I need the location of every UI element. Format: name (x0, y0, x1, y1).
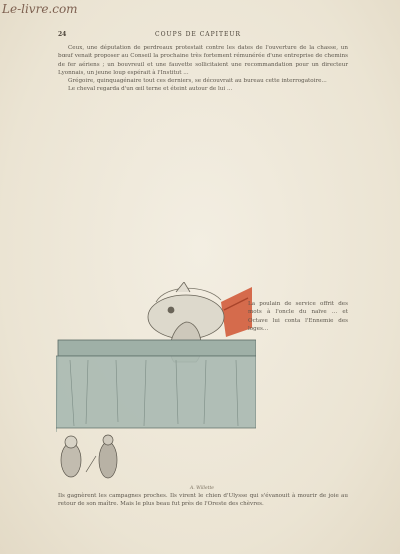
side-column-text: La poulain de service offrit des mots à l'oncle du naïve ... et Octave lui conta l'Ennemie des loges... (248, 301, 348, 332)
paragraph: Ceux, une députation de perdreaux protestait contre les dates de l'ouverture de la chasse, un bœuf venait proposer au Conseil la prochaine très fortement rémunérée d'une entreprise de chemins de fer aériens ; un bouvreuil et une fauvette sollicitaient une recommandation pour un directeur Lyonnais, un jeune loup espérait à l'Institut ... (58, 45, 348, 76)
paragraph: Le cheval regarda d'un œil terne et éteint autour de lui ... (68, 86, 233, 93)
closing-paragraph: Ils gagnèrent les campagnes proches. Ils virent le chien d'Ulysse qui s'évanouit à mourir de joie au retour de son maître. Mais le plus beau fut près de l'Oreste des chèvres. (58, 493, 348, 508)
main-text-block (58, 44, 348, 94)
paragraph: Grégoire, quinquagénaire tout ces derniers, se découvrait au bureau cette interrogatoire... (68, 78, 327, 85)
illustration-signature: A. Willette (190, 486, 214, 491)
illustration-figures (56, 282, 256, 478)
running-head: COUPS DE CAPITEUR (155, 31, 242, 38)
watermark: Le-livre.com (2, 2, 78, 16)
illustration (56, 282, 256, 510)
page-number: 24 (58, 31, 67, 38)
